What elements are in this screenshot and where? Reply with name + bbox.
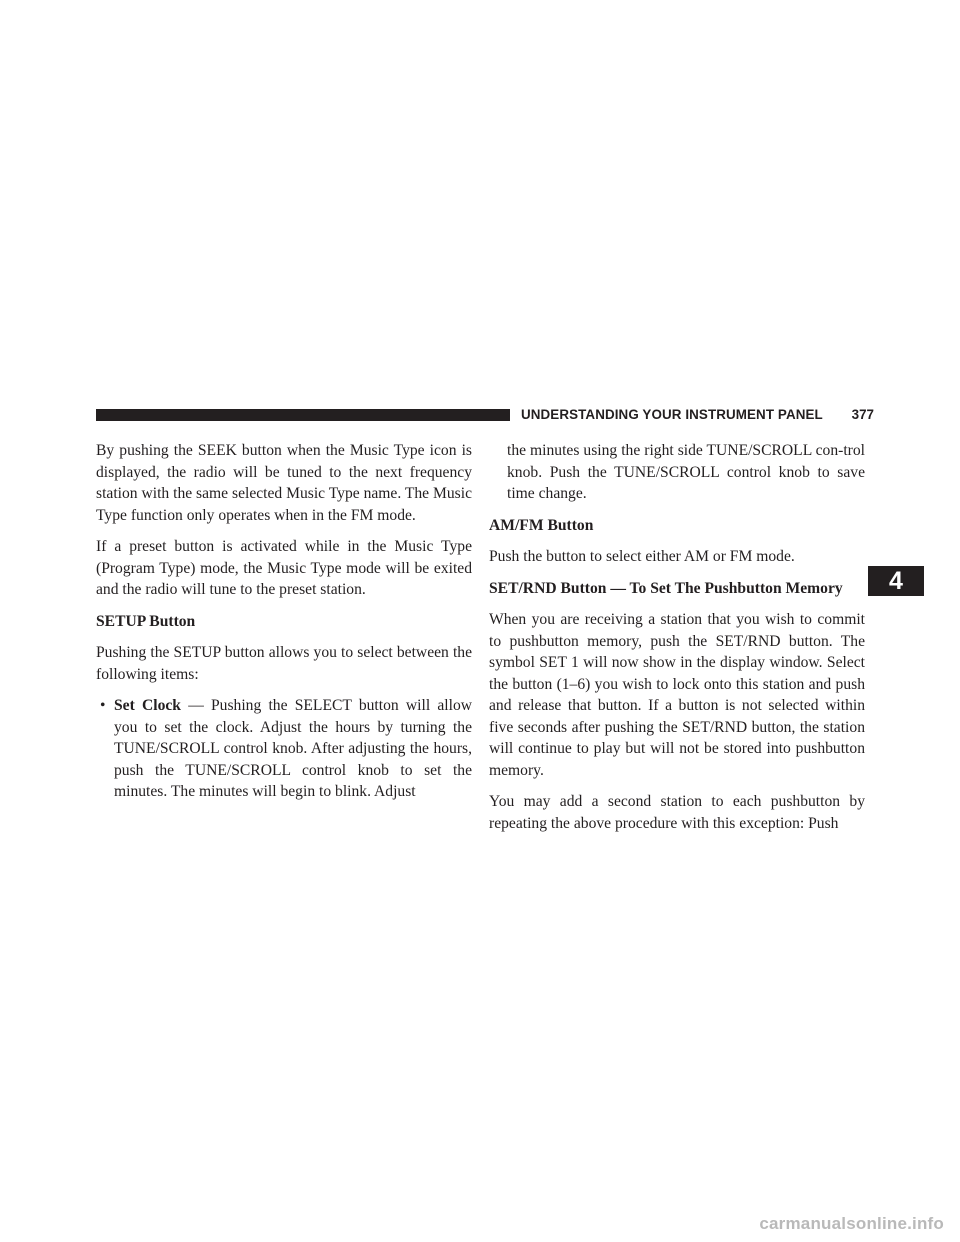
bullet-icon: • [100, 697, 106, 714]
heading-set-rnd-button: SET/RND Button — To Set The Pushbutton Memory [489, 579, 843, 597]
page-number: 377 [851, 407, 874, 422]
paragraph-set-clock-continued: the minutes using the right side TUNE/SCROLL con-trol knob. Push the TUNE/SCROLL control knob to save time change. [507, 442, 865, 502]
chapter-tab: 4 [868, 566, 924, 596]
paragraph-am-fm: Push the button to select either AM or FM mode. [489, 548, 795, 565]
watermark: carmanualsonline.info [759, 1214, 944, 1233]
paragraph-preset-button: If a preset button is activated while in the Music Type (Program Type) mode, the Music Type mode will be exited and the radio will tune to the preset station. [96, 538, 472, 598]
heading-setup-button: SETUP Button [96, 612, 196, 630]
left-column [96, 440, 472, 803]
heading-am-fm-button: AM/FM Button [489, 516, 594, 534]
bullet-text: — Pushing the SELECT button will allow you to set the clock. Adjust the hours by turning the TUNE/SCROLL control knob. After adjusting the hours, push the TUNE/SCROLL control knob to set the minutes. The minutes will begin to blink. Adjust [114, 697, 473, 800]
paragraph-second-station: You may add a second station to each pushbutton by repeating the above procedure with this exception: Push [489, 793, 865, 832]
header-rule [96, 409, 510, 421]
bullet-term: Set Clock [114, 697, 181, 714]
paragraph-setup-intro: Pushing the SETUP button allows you to select between the following items: [96, 644, 472, 683]
paragraph-seek-music-type: By pushing the SEEK button when the Music Type icon is displayed, the radio will be tuned to the next frequency station with the same selected Music Type name. The Music Type function only operates when in the FM mode. [96, 442, 472, 524]
right-column [489, 440, 865, 844]
running-header-title: UNDERSTANDING YOUR INSTRUMENT PANEL [521, 407, 823, 422]
paragraph-set-rnd: When you are receiving a station that you wish to commit to pushbutton memory, push the SET/RND button. The symbol SET 1 will now show in the display window. Select the button (1–6) you wish to lock onto this station and push and release that button. If a button is not selected within five seconds after pushing the SET/RND button, the station will continue to play but will not be stored into pushbutton memory. [489, 611, 865, 779]
list-item-set-clock [96, 695, 472, 803]
